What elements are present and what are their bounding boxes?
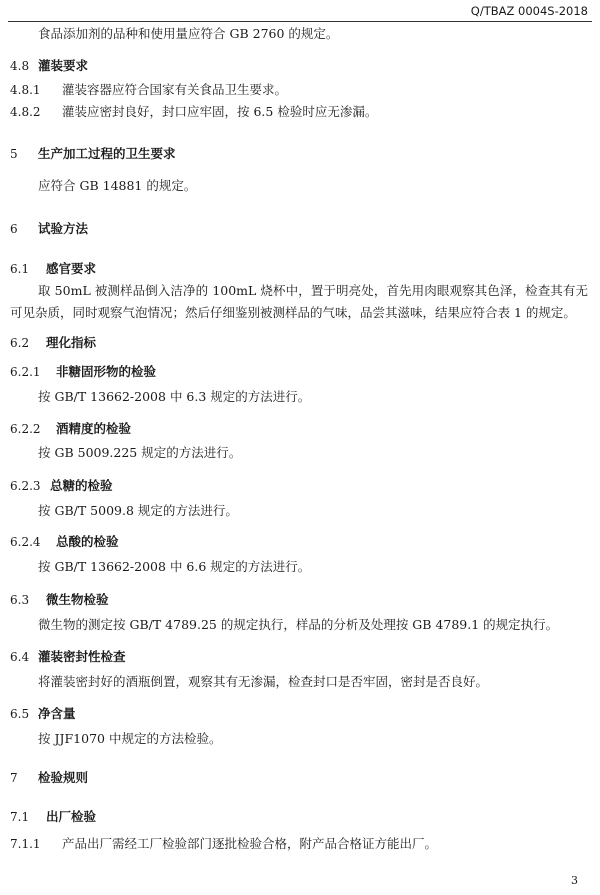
section-number: 6.2.1 [10,365,41,379]
section-6-2-3-text: 按 GB/T 5009.8 规定的方法进行。 [38,503,238,518]
section-number: 6.1 [10,262,30,276]
section-6-1-paragraph: 取 50mL 被测样品倒入洁净的 100mL 烧杯中，置于明亮处，首先用肉眼观察其色泽，检查其有无可见杂质，同时观察气泡情况；然后仔细鉴别被测样品的气味，品尝其滋味，结果应符合表 1 的规定。 [10,283,588,320]
section-6-2-1-text: 按 GB/T 13662-2008 中 6.3 规定的方法进行。 [38,389,311,404]
heading-6-2-1 [10,362,156,380]
item-text: 产品出厂需经工厂检验部门逐批检验合格，附产品合格证方能出厂。 [62,836,438,851]
section-number: 6.2.2 [10,422,41,436]
item-4-8-1 [10,80,287,100]
heading-6-2-3 [10,476,113,494]
section-title: 检验规则 [38,770,89,785]
section-number: 6.5 [10,707,30,721]
section-title: 灌装密封性检查 [38,649,126,664]
section-6-2-4-text: 按 GB/T 13662-2008 中 6.6 规定的方法进行。 [38,559,311,574]
section-title: 微生物检验 [46,592,109,607]
section-number: 6.3 [10,593,30,607]
item-7-1-1 [10,834,437,854]
section-5-text: 应符合 GB 14881 的规定。 [38,178,197,193]
section-number: 4.8 [10,59,30,73]
section-title: 出厂检验 [46,809,97,824]
heading-5 [10,144,176,162]
section-title: 生产加工过程的卫生要求 [38,146,176,161]
section-title: 净含量 [38,706,76,721]
intro-line: 食品添加剂的品种和使用量应符合 GB 2760 的规定。 [38,26,339,41]
section-number: 6.2.4 [10,535,41,549]
heading-7 [10,768,88,786]
section-title: 感官要求 [46,261,97,276]
item-4-8-2 [10,102,377,122]
item-number: 7.1.1 [10,837,41,851]
section-number: 6 [10,222,18,236]
section-title: 试验方法 [38,221,89,236]
section-6-3-text: 微生物的测定按 GB/T 4789.25 的规定执行，样品的分析及处理按 GB 4789.1 的规定执行。 [38,617,559,632]
section-title: 灌装要求 [38,58,89,73]
heading-7-1 [10,807,96,825]
section-6-4-text: 将灌装密封好的酒瓶倒置，观察其有无渗漏，检查封口是否牢固，密封是否良好。 [38,674,489,689]
section-number: 7 [10,771,18,785]
standard-code: Q/TBAZ 0004S-2018 [470,4,588,18]
section-title: 总酸的检验 [56,534,119,549]
item-text: 灌装应密封良好，封口应牢固，按 6.5 检验时应无渗漏。 [62,104,378,119]
header-rule [8,21,592,22]
section-number: 7.1 [10,810,30,824]
section-title: 酒精度的检验 [56,421,132,436]
heading-6 [10,219,88,237]
heading-6-3 [10,590,109,608]
heading-6-2-2 [10,419,131,437]
item-number: 4.8.2 [10,105,41,119]
section-number: 6.2.3 [10,479,41,493]
heading-6-2-4 [10,532,119,550]
heading-4-8 [10,56,88,74]
section-6-5-text: 按 JJF1070 中规定的方法检验。 [38,731,222,746]
item-number: 4.8.1 [10,83,41,97]
section-number: 6.2 [10,336,30,350]
heading-6-2 [10,333,96,351]
section-number: 6.4 [10,650,30,664]
heading-6-5 [10,704,76,722]
section-title: 总糖的检验 [50,478,113,493]
section-6-2-2-text: 按 GB 5009.225 规定的方法进行。 [38,445,242,460]
section-title: 理化指标 [46,335,97,350]
item-text: 灌装容器应符合国家有关食品卫生要求。 [62,82,288,97]
section-title: 非糖固形物的检验 [56,364,157,379]
heading-6-1 [10,259,96,277]
section-number: 5 [10,147,18,161]
heading-6-4 [10,647,126,665]
page-number: 3 [571,874,578,887]
